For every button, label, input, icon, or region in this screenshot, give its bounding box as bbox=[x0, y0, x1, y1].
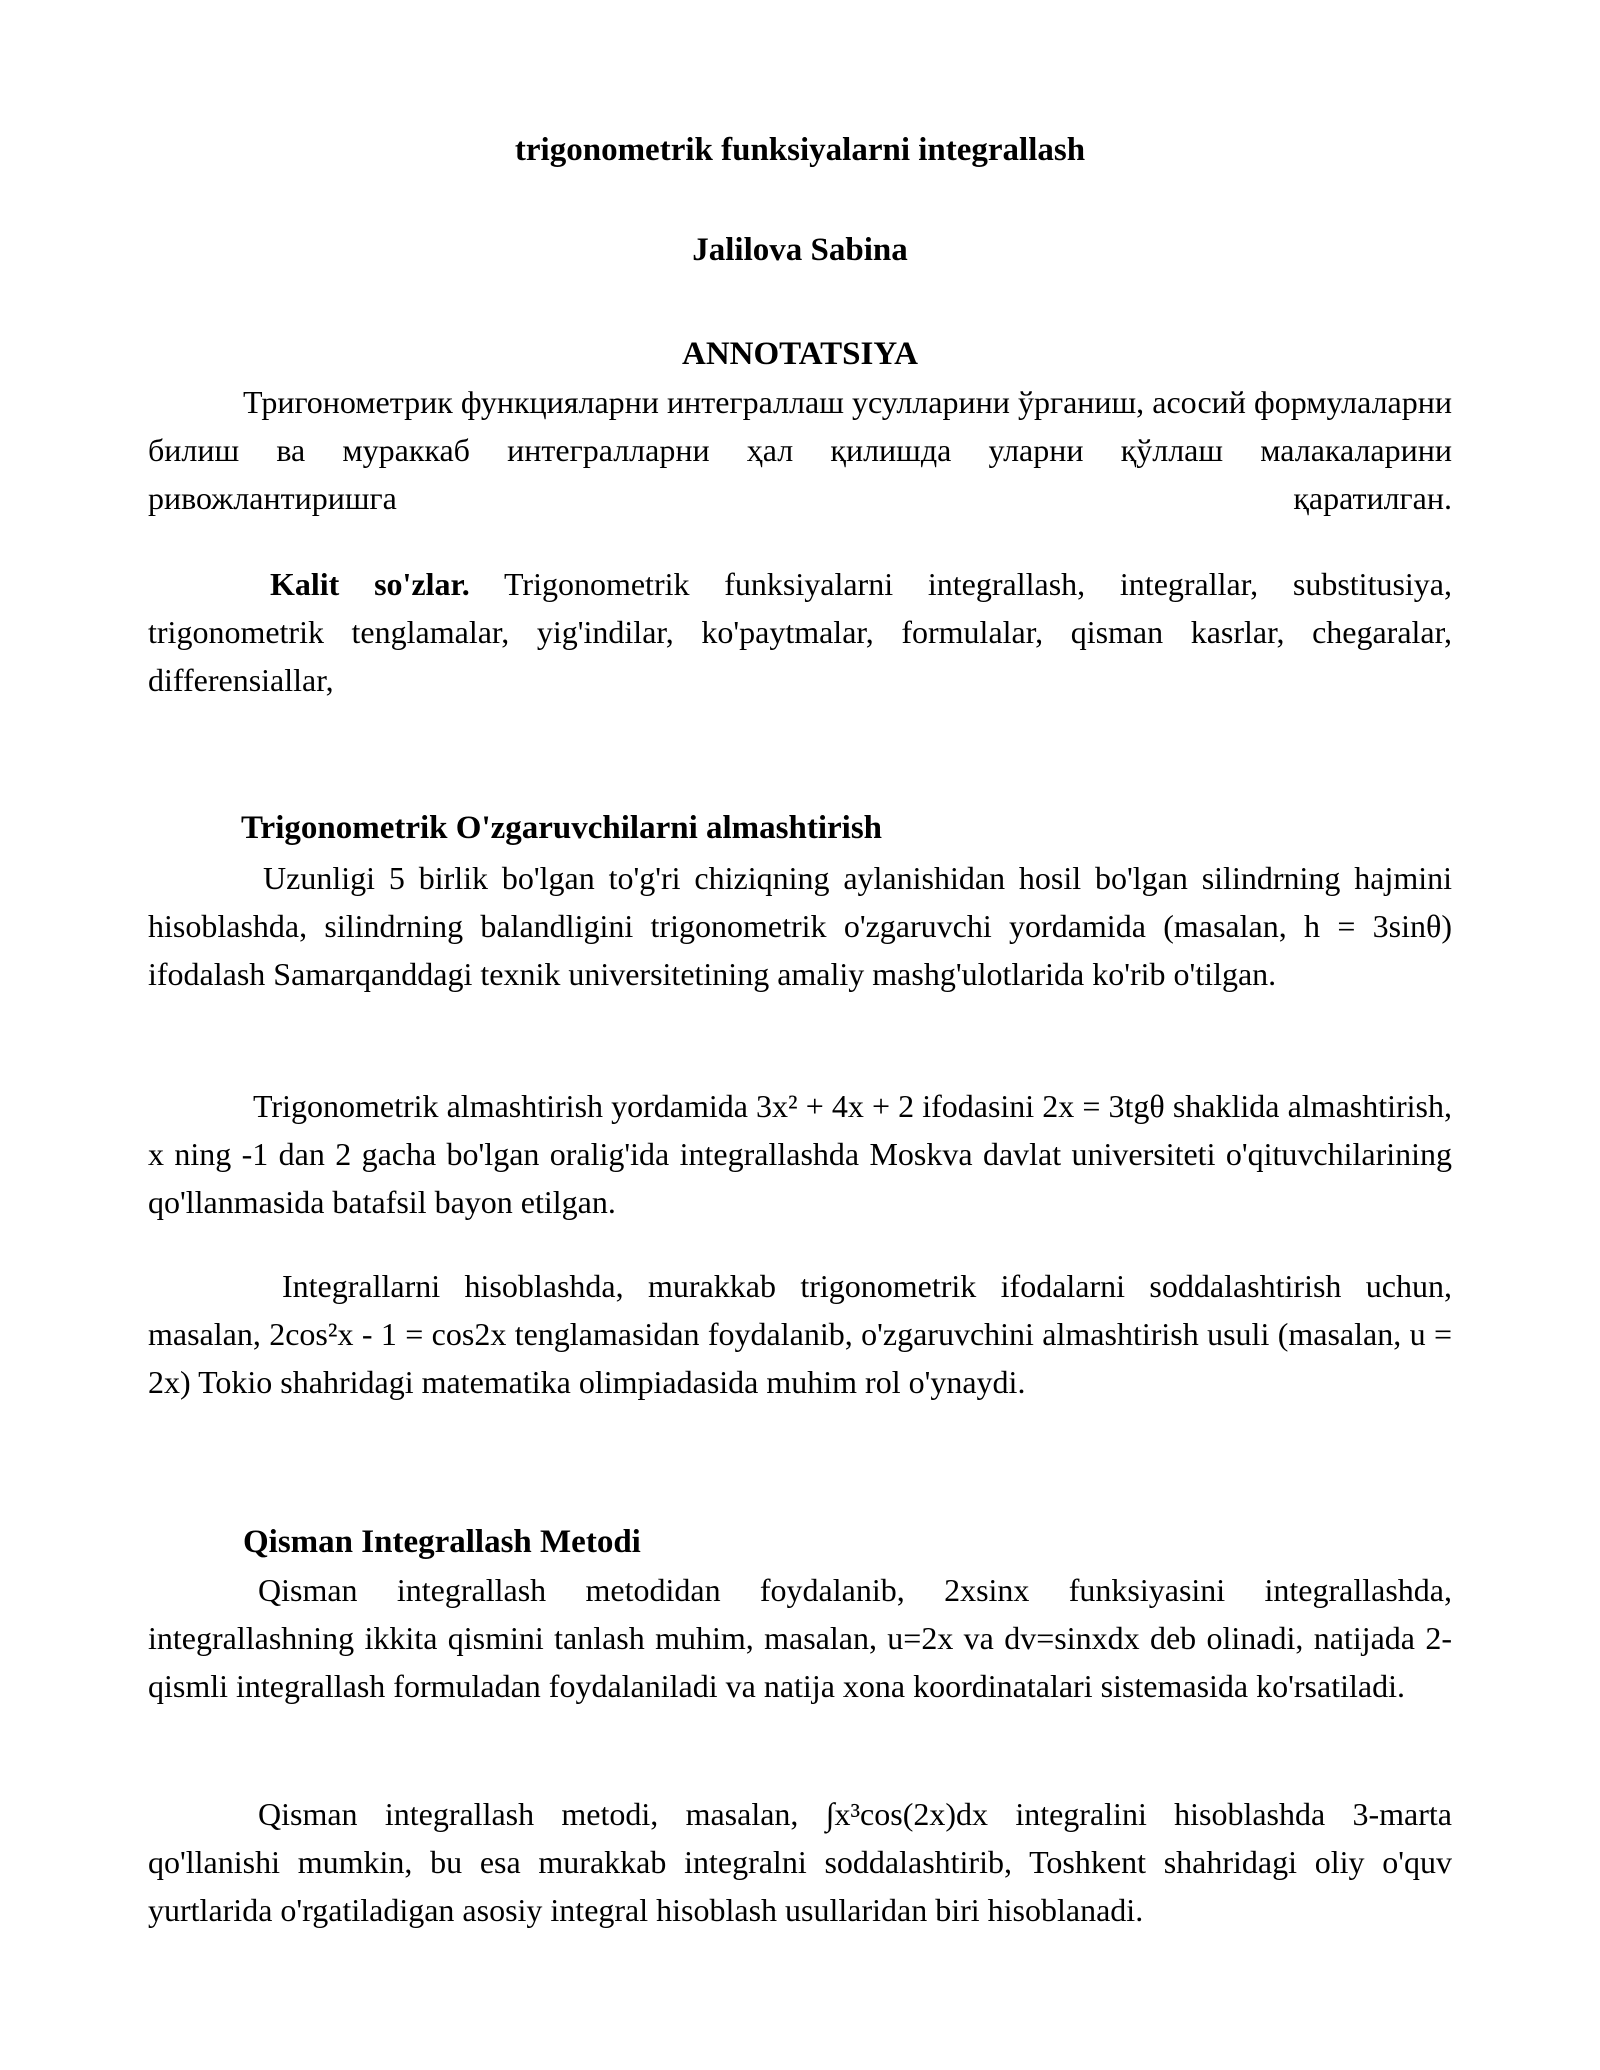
keywords-label: Kalit so'zlar. bbox=[270, 566, 470, 602]
section-heading-integration-by-parts: Qisman Integrallash Metodi bbox=[243, 1524, 641, 1560]
annotation-paragraph: Тригонометрик функцияларни интеграллаш усулларини ўрганиш, асосий формулаларни билиш ва мураккаб интегралларни ҳал қилишда уларни қўллаш малакаларини ривожлантиришга қаратилган. bbox=[148, 384, 1452, 516]
section2-paragraph-2: Qisman integrallash metodi, masalan, ∫x³cos(2x)dx integralini hisoblashda 3-marta qo'llanishi mumkin, bu esa murakkab integralni soddalashtirib, Toshkent shahridagi oliy o'quv yurtlarida o'rgatiladigan asosiy integral hisoblash usullaridan biri hisoblanadi. bbox=[148, 1796, 1452, 1928]
section1-paragraph-1: Uzunligi 5 birlik bo'lgan to'g'ri chiziqning aylanishidan hosil bo'lgan silindrning hajmini hisoblashda, silindrning balandligini trigonometrik o'zgaruvchi yordamida (masalan, h = 3sinθ) ifodalash Samarqanddagi texnik universitetining amaliy mashg'ulotlarida ko'rib o'tilgan. bbox=[148, 860, 1452, 992]
section-heading-trig-substitution: Trigonometrik O'zgaruvchilarni almashtirish bbox=[241, 810, 883, 846]
section1-paragraph-2: Trigonometrik almashtirish yordamida 3x² + 4x + 2 ifodasini 2x = 3tgθ shaklida almashtirish, x ning -1 dan 2 gacha bo'lgan oralig'ida integrallashda Moskva davlat universiteti o'qituvchilarining qo'llanmasida batafsil bayon etilgan. bbox=[148, 1088, 1452, 1220]
document-title: trigonometrik funksiyalarni integrallash bbox=[514, 132, 1086, 168]
keywords-paragraph bbox=[148, 560, 1452, 704]
author-name: Jalilova Sabina bbox=[692, 232, 908, 268]
annotation-heading: ANNOTATSIYA bbox=[682, 336, 918, 372]
section1-paragraph-3: Integrallarni hisoblashda, murakkab trigonometrik ifodalarni soddalashtirish uchun, masalan, 2cos²x - 1 = cos2x tenglamasidan foydalanib, o'zgaruvchini almashtirish usuli (masalan, u = 2x) Tokio shahridagi matematika olimpiadasida muhim rol o'ynaydi. bbox=[148, 1268, 1452, 1400]
keywords-text: Trigonometrik funksiyalarni integrallash, integrallar, substitusiya, trigonometrik tenglamalar, yig'indilar, ko'paytmalar, formulalar, qisman kasrlar, chegaralar, differensiallar, bbox=[148, 566, 1452, 698]
section2-paragraph-1: Qisman integrallash metodidan foydalanib, 2xsinx funksiyasini integrallashda, integrallashning ikkita qismini tanlash muhim, masalan, u=2x va dv=sinxdx deb olinadi, natijada 2-qismli integrallash formuladan foydalaniladi va natija xona koordinatalari sistemasida ko'rsatiladi. bbox=[148, 1572, 1452, 1704]
